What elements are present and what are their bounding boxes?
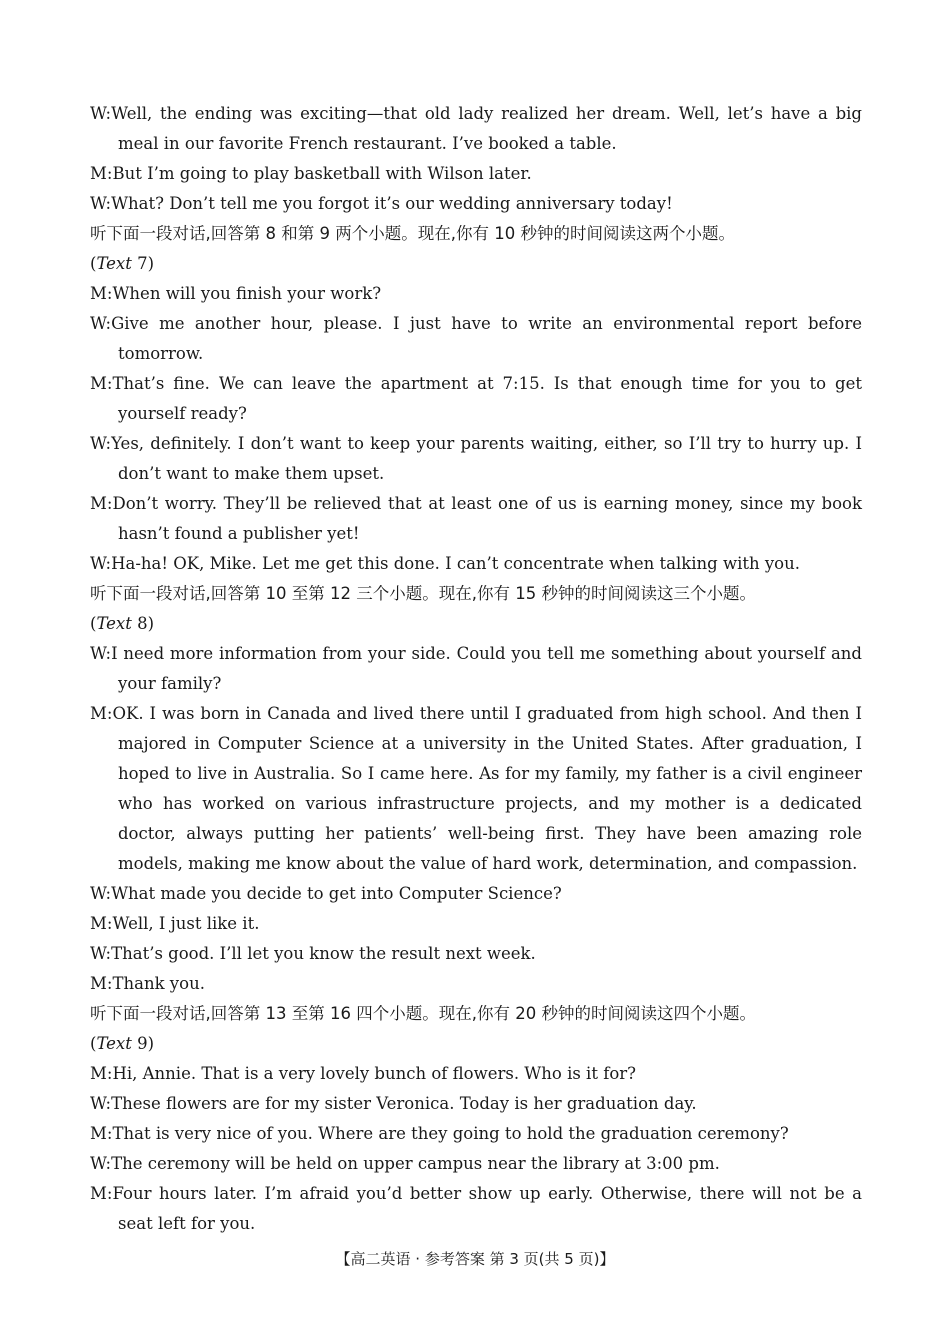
dialogue-text: Ha-ha! OK, Mike. Let me get this done. I can’t concentrate when talking with you. [111,554,800,573]
speaker-label: M: [90,704,113,723]
dialogue-line [90,489,862,549]
page-footer: 【高二英语 · 参考答案 第 3 页(共 5 页)】 [335,1250,615,1268]
dialogue-text: Don’t worry. They’ll be relieved that at least one of us is earning money, since my book hasn’t found a publisher yet! [112,494,862,543]
text-label: Text [96,614,132,633]
speaker-label: W: [90,1094,112,1113]
dialogue-text: The ceremony will be held on upper campus near the library at 3:00 pm. [111,1154,720,1173]
speaker-label: M: [90,374,113,393]
dialogue-line [90,639,862,699]
text-section-label [90,609,862,639]
dialogue-text: What made you decide to get into Computer Science? [111,884,562,903]
instruction-line: 听下面一段对话,回答第 10 至第 12 三个小题。现在,你有 15 秒钟的时间阅读这三个小题。 [90,584,756,603]
text-number: 8 [131,614,148,633]
dialogue-line [90,909,862,939]
dialogue-line [90,1149,862,1179]
speaker-label: M: [90,1184,113,1203]
text-number: 7 [131,254,148,273]
speaker-label: W: [90,944,112,963]
speaker-label: M: [90,914,113,933]
dialogue-line [90,1059,862,1089]
dialogue-line [90,549,862,579]
dialogue-text: I need more information from your side. Could you tell me something about yourself and your family? [111,644,862,693]
dialogue-line [90,279,862,309]
text-section-label [90,249,862,279]
paren-close: ) [147,254,155,273]
speaker-label: W: [90,434,112,453]
speaker-label: M: [90,1064,113,1083]
speaker-label: M: [90,974,113,993]
dialogue-text: That is very nice of you. Where are they going to hold the graduation ceremony? [112,1124,789,1143]
dialogue-text: Thank you. [112,974,205,993]
dialogue-text: When will you finish your work? [112,284,382,303]
dialogue-line [90,1089,862,1119]
dialogue-text: That’s good. I’ll let you know the result next week. [111,944,536,963]
document-body [90,99,862,1239]
dialogue-text: What? Don’t tell me you forgot it’s our wedding anniversary today! [111,194,673,213]
dialogue-text: Well, the ending was exciting—that old lady realized her dream. Well, let’s have a big meal in our favorite French restaurant. I’ve booked a table. [111,104,862,153]
speaker-label: W: [90,194,112,213]
dialogue-text: That’s fine. We can leave the apartment at 7:15. Is that enough time for you to get yourself ready? [112,374,862,423]
dialogue-line [90,969,862,999]
speaker-label: W: [90,314,112,333]
text-label: Text [96,254,132,273]
dialogue-line [90,309,862,369]
dialogue-line [90,939,862,969]
text-number: 9 [131,1034,148,1053]
paren-open: ( [90,254,97,273]
paren-open: ( [90,614,97,633]
speaker-label: M: [90,284,113,303]
text-section-label [90,1029,862,1059]
dialogue-text: Give me another hour, please. I just have to write an environmental report before tomorrow. [111,314,862,363]
speaker-label: W: [90,104,112,123]
dialogue-line [90,879,862,909]
speaker-label: W: [90,554,112,573]
speaker-label: W: [90,1154,112,1173]
instruction-line: 听下面一段对话,回答第 8 和第 9 两个小题。现在,你有 10 秒钟的时间阅读这两个小题。 [90,224,735,243]
dialogue-text: Four hours later. I’m afraid you’d better show up early. Otherwise, there will not be a seat left for you. [112,1184,862,1233]
dialogue-line [90,159,862,189]
instruction-line: 听下面一段对话,回答第 13 至第 16 四个小题。现在,你有 20 秒钟的时间阅读这四个小题。 [90,1004,756,1023]
text-label: Text [96,1034,132,1053]
dialogue-text: Hi, Annie. That is a very lovely bunch of flowers. Who is it for? [112,1064,636,1083]
paren-close: ) [147,1034,155,1053]
dialogue-text: Yes, definitely. I don’t want to keep your parents waiting, either, so I’ll try to hurry up. I don’t want to make them upset. [111,434,862,483]
dialogue-line [90,429,862,489]
speaker-label: M: [90,494,113,513]
dialogue-line [90,1119,862,1149]
dialogue-line [90,369,862,429]
dialogue-text: OK. I was born in Canada and lived there until I graduated from high school. And then I majored in Computer Science at a university in the United States. After graduation, I hoped to live in Australia. So I came here. As for my family, my father is a civil engineer who has worked on various infrastructure projects, and my mother is a dedicated doctor, always putting her patients’ well-being first. They have been amazing role models, making me know about the value of hard work, determination, and compassion. [112,704,862,873]
speaker-label: W: [90,884,112,903]
paren-close: ) [147,614,155,633]
dialogue-text: Well, I just like it. [112,914,260,933]
speaker-label: W: [90,644,112,663]
speaker-label: M: [90,1124,113,1143]
dialogue-line [90,1179,862,1239]
speaker-label: M: [90,164,113,183]
paren-open: ( [90,1034,97,1053]
dialogue-text: But I’m going to play basketball with Wilson later. [112,164,532,183]
dialogue-line [90,99,862,159]
dialogue-line [90,189,862,219]
dialogue-text: These flowers are for my sister Veronica. Today is her graduation day. [111,1094,697,1113]
dialogue-line [90,699,862,879]
